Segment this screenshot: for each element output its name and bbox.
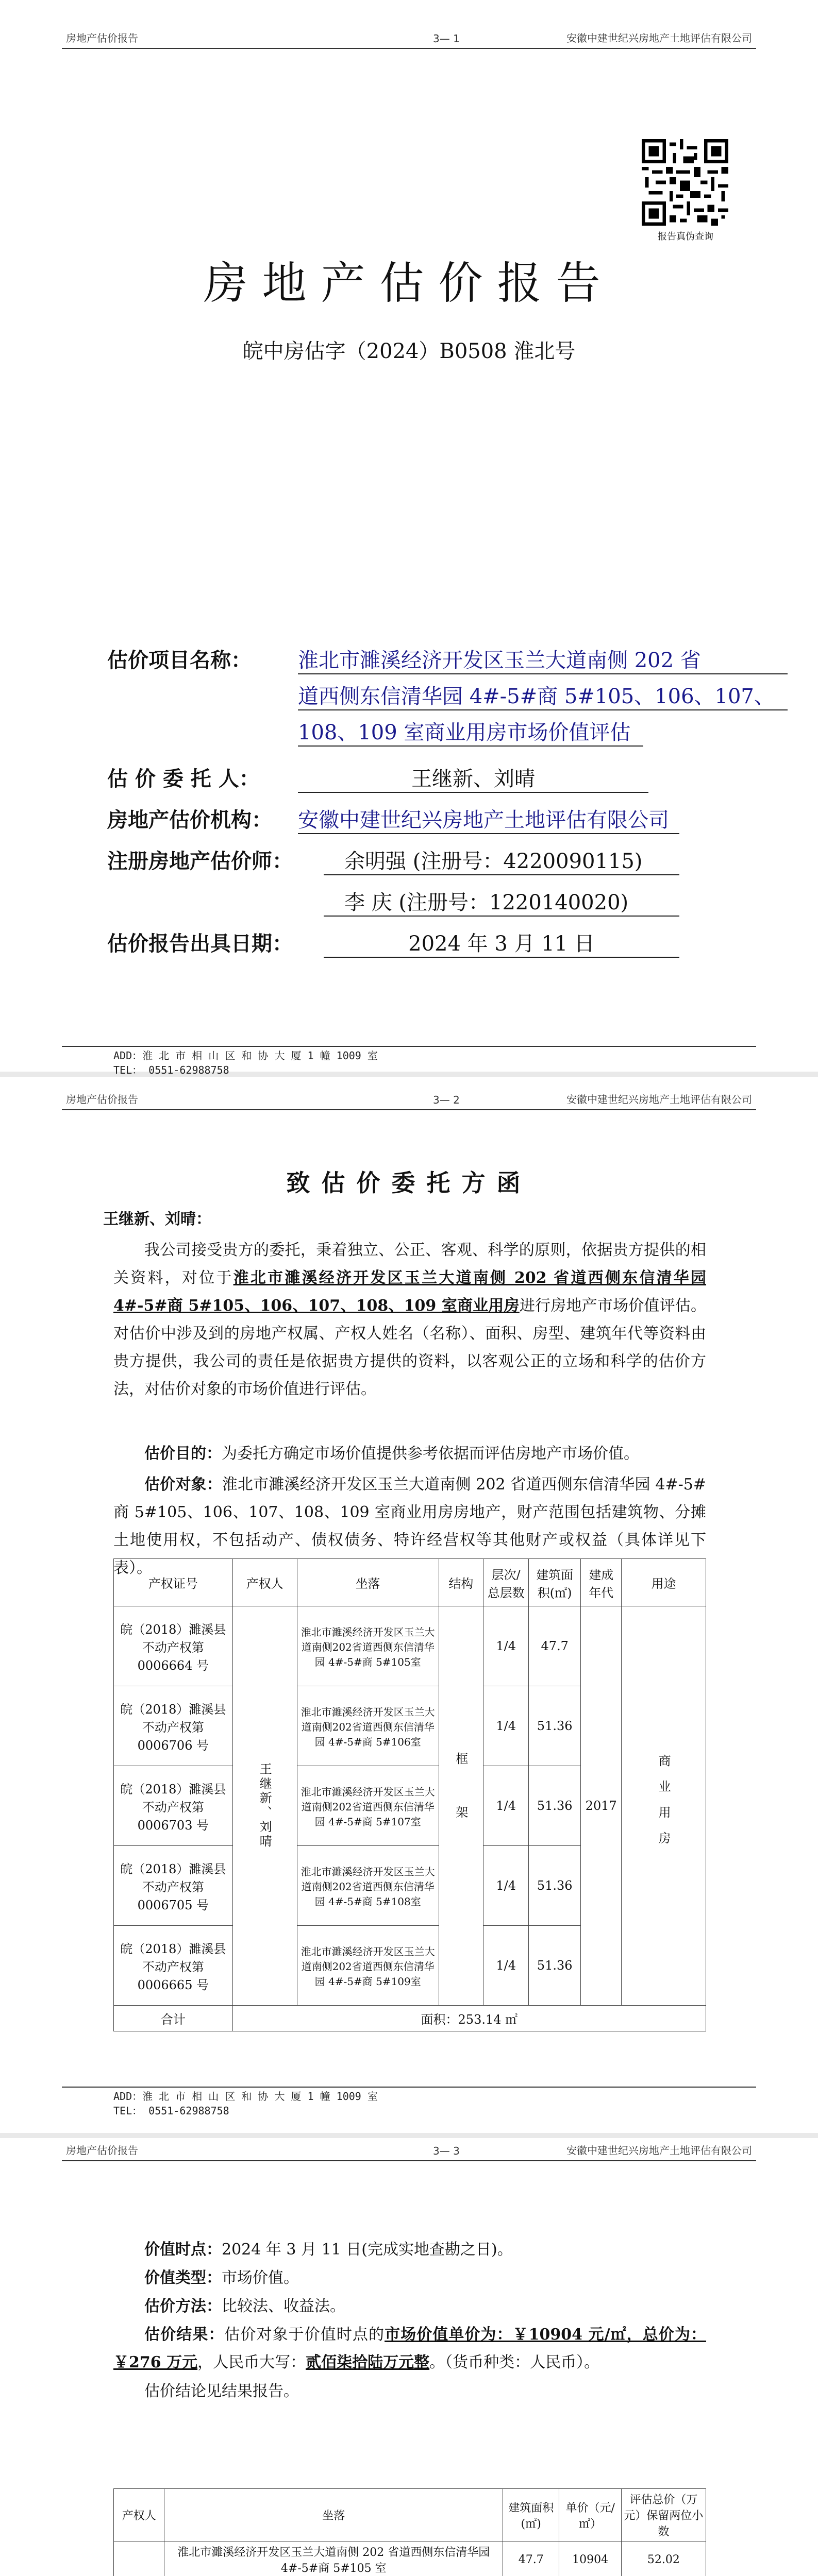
header-right: 安徽中建世纪兴房地产土地评估有限公司: [566, 2144, 752, 2157]
report-date-label: 估价报告出具日期：: [107, 931, 293, 956]
header-left: 房地产估价报告: [66, 2144, 138, 2157]
letter-p1-tail: 进行房地产市场价值评估。对估价中涉及到的房地产权属、产权人姓名（名称）、面积、房型、建筑年代等资料由贵方提供，我公司的责任是依据贵方提供的资料，以客观公正的立场和科学的估价方法，对估价对象的市场价值进行评估。: [113, 1297, 707, 1398]
valuation-method: [113, 2293, 706, 2320]
client-label: 估 价 委 托 人：: [107, 767, 260, 791]
value-type: [113, 2264, 706, 2292]
table-row: [114, 1606, 706, 1686]
qr-code-icon[interactable]: [642, 139, 728, 226]
location-cell: 淮北市濉溪经济开发区玉兰大道南侧202省道西侧东信清华园 4#-5#商 5#108室: [297, 1846, 439, 1926]
value-type-text: 市场价值。: [222, 2269, 299, 2287]
location-cell: 淮北市濉溪经济开发区玉兰大道南侧202省道西侧东信清华园 4#-5#商 5#109室: [297, 1926, 439, 2006]
header-page-number: 3— 1: [433, 32, 460, 45]
total-area: 面积：253.14 ㎡: [232, 2006, 706, 2031]
owner-cell: [114, 2541, 164, 2576]
footer-tel: TEL： 0551-62988758: [113, 1064, 229, 1076]
table-header-row: [114, 1559, 706, 1606]
floor-cell: 1/4: [483, 1766, 529, 1846]
col-use: 用途: [622, 1559, 706, 1606]
object-label: 估价对象：: [144, 1476, 222, 1494]
col-structure: 结构: [439, 1559, 483, 1606]
total-cell: 52.02: [621, 2541, 706, 2576]
footer-address: ADD：淮 北 市 相 山 区 和 协 大 厦 1 幢 1009 室: [113, 2090, 378, 2103]
purpose-label: 估价目的：: [144, 1445, 222, 1463]
appraiser-1: 余明强 (注册号：4220090115): [324, 845, 679, 875]
cert-cell: 皖（2018）濉溪县不动产权第 0006703 号: [114, 1766, 233, 1846]
result-amount-words: 贰佰柒拾陆万元整: [306, 2353, 430, 2371]
object-text: 淮北市濉溪经济开发区玉兰大道南侧 202 省道西侧东信清华园 4#-5#商 5#105、106、107、108、109 室商业用房房地产，财产范围包括建筑物、分摊土地使用权，不包括动产、债权债务、特许经营权等其他财产或权益（具体详见下表）。: [113, 1476, 707, 1577]
area-cell: 51.36: [529, 1686, 581, 1766]
floor-cell: 1/4: [483, 1606, 529, 1686]
organization-label: 房地产估价机构：: [107, 808, 272, 832]
cert-cell: 皖（2018）濉溪县不动产权第 0006664 号: [114, 1606, 233, 1686]
header-left: 房地产估价报告: [66, 32, 138, 44]
letter-title: 致估价委托方函: [286, 1169, 532, 1197]
result-text-c: ，人民币大写：: [197, 2353, 306, 2371]
value-date-text: 2024 年 3 月 11 日(完成实地查勘之日)。: [222, 2241, 513, 2259]
col-year: 建成年代: [581, 1559, 622, 1606]
area-cell: 47.7: [503, 2541, 559, 2576]
project-name-label: 估价项目名称：: [107, 648, 252, 672]
page-cover: [0, 0, 818, 1076]
col-area: 建筑面积(㎡): [503, 2489, 559, 2541]
project-name-line-2: 道西侧东信清华园 4#-5#商 5#105、106、107、: [298, 680, 788, 710]
value-date: [113, 2236, 706, 2264]
document-number: 皖中房估字（2024）B0508 淮北号: [242, 340, 576, 363]
total-label: 合计: [114, 2006, 233, 2031]
report-date: 2024 年 3 月 11 日: [324, 927, 679, 958]
page-footer: [113, 1048, 378, 1077]
method-label: 估价方法：: [144, 2297, 222, 2315]
col-owner: 产权人: [232, 1559, 297, 1606]
result-text-a: 估价对象于价值时点的: [224, 2326, 385, 2344]
page-footer: [113, 2089, 378, 2118]
project-name-line-3: 108、109 室商业用房市场价值评估: [298, 716, 643, 747]
letter-purpose: [113, 1440, 706, 1468]
qr-caption: 报告真伪查询: [658, 231, 713, 242]
letter-salutation: 王继新、刘晴：: [103, 1210, 211, 1228]
page-header: [62, 28, 756, 49]
floor-cell: 1/4: [483, 1686, 529, 1766]
area-cell: 51.36: [529, 1766, 581, 1846]
area-cell: 47.7: [529, 1606, 581, 1686]
col-location: 坐落: [297, 1559, 439, 1606]
table-row: [114, 2541, 706, 2576]
result-note: 估价结论见结果报告。: [144, 2382, 299, 2400]
valuation-table: [113, 2488, 706, 2576]
location-cell: 淮北市濉溪经济开发区玉兰大道南侧 202 省道西侧东信清华园 4#-5#商 5#105 室: [164, 2541, 503, 2576]
header-page-number: 3— 2: [433, 1094, 460, 1106]
footer-divider: [62, 2087, 756, 2088]
letter-paragraph-1: [113, 1236, 706, 1403]
method-text: 比较法、收益法。: [222, 2297, 345, 2315]
col-unit-price: 单价（元/㎡）: [559, 2489, 621, 2541]
header-right: 安徽中建世纪兴房地产土地评估有限公司: [566, 1093, 752, 1106]
value-type-label: 价值类型：: [144, 2269, 222, 2287]
header-left: 房地产估价报告: [66, 1093, 138, 1106]
use-cell: 商业用房: [622, 1606, 706, 2006]
project-name-line-1: 淮北市濉溪经济开发区玉兰大道南侧 202 省: [298, 644, 788, 674]
letter-p1-property: 淮北市濉溪经济开发区玉兰大道南侧 202 省道西侧东信清华园 4#-5#商 5#105、106、107、108、109 室商业用房: [113, 1269, 707, 1315]
cert-cell: 皖（2018）濉溪县不动产权第 0006706 号: [114, 1686, 233, 1766]
appraiser-2: 李 庆 (注册号：1220140020): [324, 886, 679, 917]
col-location: 坐落: [164, 2489, 503, 2541]
header-right: 安徽中建世纪兴房地产土地评估有限公司: [566, 32, 752, 44]
col-cert: 产权证号: [114, 1559, 233, 1606]
property-table: [113, 1558, 706, 2031]
cert-cell: 皖（2018）濉溪县不动产权第 0006665 号: [114, 1926, 233, 2006]
col-area: 建筑面积(㎡): [529, 1559, 581, 1606]
client-name: 王继新、刘晴: [298, 762, 648, 793]
area-cell: 51.36: [529, 1846, 581, 1926]
report-title: 房地产估价报告: [203, 258, 615, 309]
owner-cell: 王继新、刘晴: [232, 1606, 297, 2006]
location-cell: 淮北市濉溪经济开发区玉兰大道南侧202省道西侧东信清华园 4#-5#商 5#107室: [297, 1766, 439, 1846]
organization-name: 安徽中建世纪兴房地产土地评估有限公司: [298, 804, 679, 834]
col-owner: 产权人: [114, 2489, 164, 2541]
result-text-e: 。（货币种类：人民币）。: [429, 2353, 600, 2371]
page-header: [62, 2141, 756, 2161]
appraiser-label: 注册房地产估价师：: [107, 849, 293, 873]
area-cell: 51.36: [529, 1926, 581, 2006]
table-total-row: [114, 2006, 706, 2031]
result-label: 估价结果：: [144, 2326, 225, 2344]
page-letter: [0, 1077, 818, 2133]
footer-divider: [62, 1046, 756, 1047]
structure-cell: 框架: [439, 1606, 483, 2006]
col-total-value: 评估总价（万元）保留两位小数: [621, 2489, 706, 2541]
col-floor: 层次/总层数: [483, 1559, 529, 1606]
result-price: 市场价值单价为：￥10904 元/㎡，总价为：￥276 万元: [113, 2326, 707, 2371]
purpose-text: 为委托方确定市场价值提供参考依据而评估房地产市场价值。: [222, 1445, 639, 1463]
location-cell: 淮北市濉溪经济开发区玉兰大道南侧202省道西侧东信清华园 4#-5#商 5#105室: [297, 1606, 439, 1686]
table-header-row: [114, 2489, 706, 2541]
header-page-number: 3— 3: [433, 2145, 460, 2157]
price-cell: 10904: [559, 2541, 621, 2576]
valuation-result: [113, 2321, 706, 2377]
footer-tel: TEL： 0551-62988758: [113, 2105, 229, 2117]
page-result: [0, 2138, 818, 2576]
page-header: [62, 1090, 756, 1110]
cert-cell: 皖（2018）濉溪县不动产权第 0006705 号: [114, 1846, 233, 1926]
letter-p1-intro: 我公司接受贵方的委托，秉着独立、公正、客观、科学的原则，依据贵方提供的相关资料，对位于: [113, 1241, 706, 1287]
location-cell: 淮北市濉溪经济开发区玉兰大道南侧202省道西侧东信清华园 4#-5#商 5#106室: [297, 1686, 439, 1766]
year-cell: 2017: [581, 1606, 622, 2006]
value-date-label: 价值时点：: [144, 2241, 222, 2259]
floor-cell: 1/4: [483, 1846, 529, 1926]
floor-cell: 1/4: [483, 1926, 529, 2006]
footer-address: ADD：淮 北 市 相 山 区 和 协 大 厦 1 幢 1009 室: [113, 1049, 378, 1062]
